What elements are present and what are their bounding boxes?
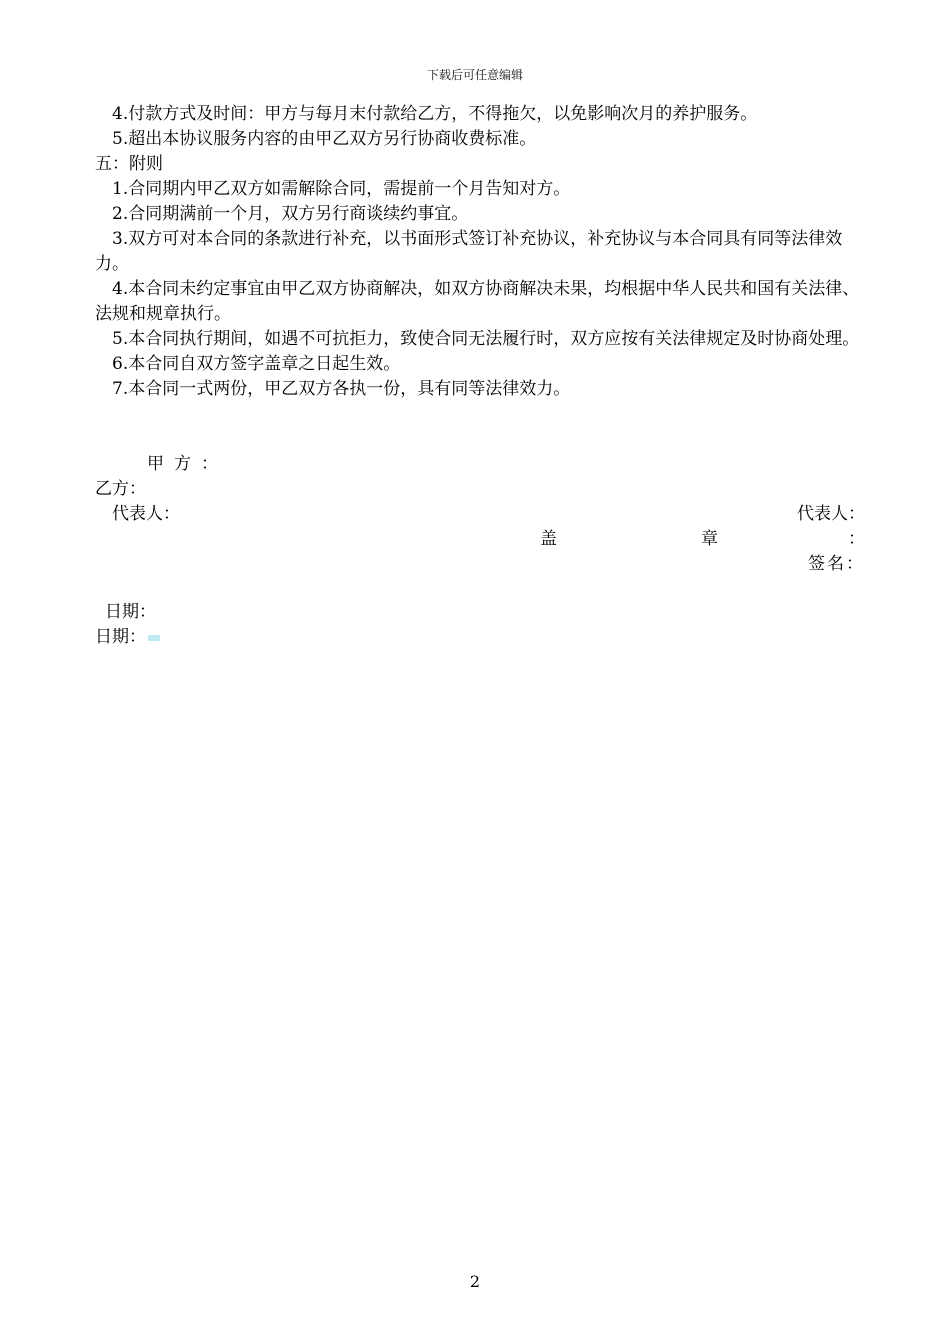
appendix-item-4: 4.本合同未约定事宜由甲乙双方协商解决，如双方协商解决未果，均根据中华人民共和国有关法律、法规和规章执行。 bbox=[95, 279, 860, 324]
date-line-2 bbox=[95, 625, 865, 650]
seal-char-2: 章 bbox=[701, 529, 718, 549]
page-number: 2 bbox=[469, 1272, 481, 1291]
representative-left-label: 代表人： bbox=[112, 504, 180, 524]
text-highlight-mark bbox=[148, 635, 160, 641]
party-b-label: 乙方： bbox=[95, 479, 146, 499]
document-body bbox=[95, 102, 865, 650]
representative-row bbox=[95, 502, 865, 527]
section-gap bbox=[95, 402, 865, 452]
page-header-note: 下载后可任意编辑 bbox=[426, 68, 523, 82]
date-label-1: 日期： bbox=[105, 602, 156, 622]
clause-payment: 4.付款方式及时间：甲方与每月末付款给乙方，不得拖欠，以免影响次月的养护服务。 bbox=[112, 104, 758, 124]
seal-colon: ： bbox=[848, 529, 865, 549]
date-label-2: 日期： bbox=[95, 627, 146, 647]
seal-char-1: 盖 bbox=[540, 529, 557, 549]
clause-extra-fees: 5.超出本协议服务内容的由甲乙双方另行协商收费标准。 bbox=[112, 129, 537, 149]
section-title-appendix: 五：附则 bbox=[95, 154, 163, 174]
appendix-item-3: 3.双方可对本合同的条款进行补充，以书面形式签订补充协议，补充协议与本合同具有同等法律效力。 bbox=[95, 229, 843, 274]
signature-gap bbox=[95, 577, 865, 600]
appendix-item-5: 5.本合同执行期间，如遇不可抗拒力，致使合同无法履行时，双方应按有关法律规定及时协商处理。 bbox=[112, 329, 860, 349]
signature-label: 签名： bbox=[808, 554, 865, 574]
appendix-item-7: 7.本合同一式两份，甲乙双方各执一份，具有同等法律效力。 bbox=[112, 379, 571, 399]
seal-row bbox=[95, 527, 865, 552]
representative-right-label: 代表人： bbox=[797, 504, 865, 524]
appendix-item-6: 6.本合同自双方签字盖章之日起生效。 bbox=[112, 354, 401, 374]
appendix-item-1: 1.合同期内甲乙双方如需解除合同，需提前一个月告知对方。 bbox=[112, 179, 571, 199]
party-a-label: 甲方： bbox=[147, 454, 228, 474]
appendix-item-2: 2.合同期满前一个月，双方另行商谈续约事宜。 bbox=[112, 204, 469, 224]
